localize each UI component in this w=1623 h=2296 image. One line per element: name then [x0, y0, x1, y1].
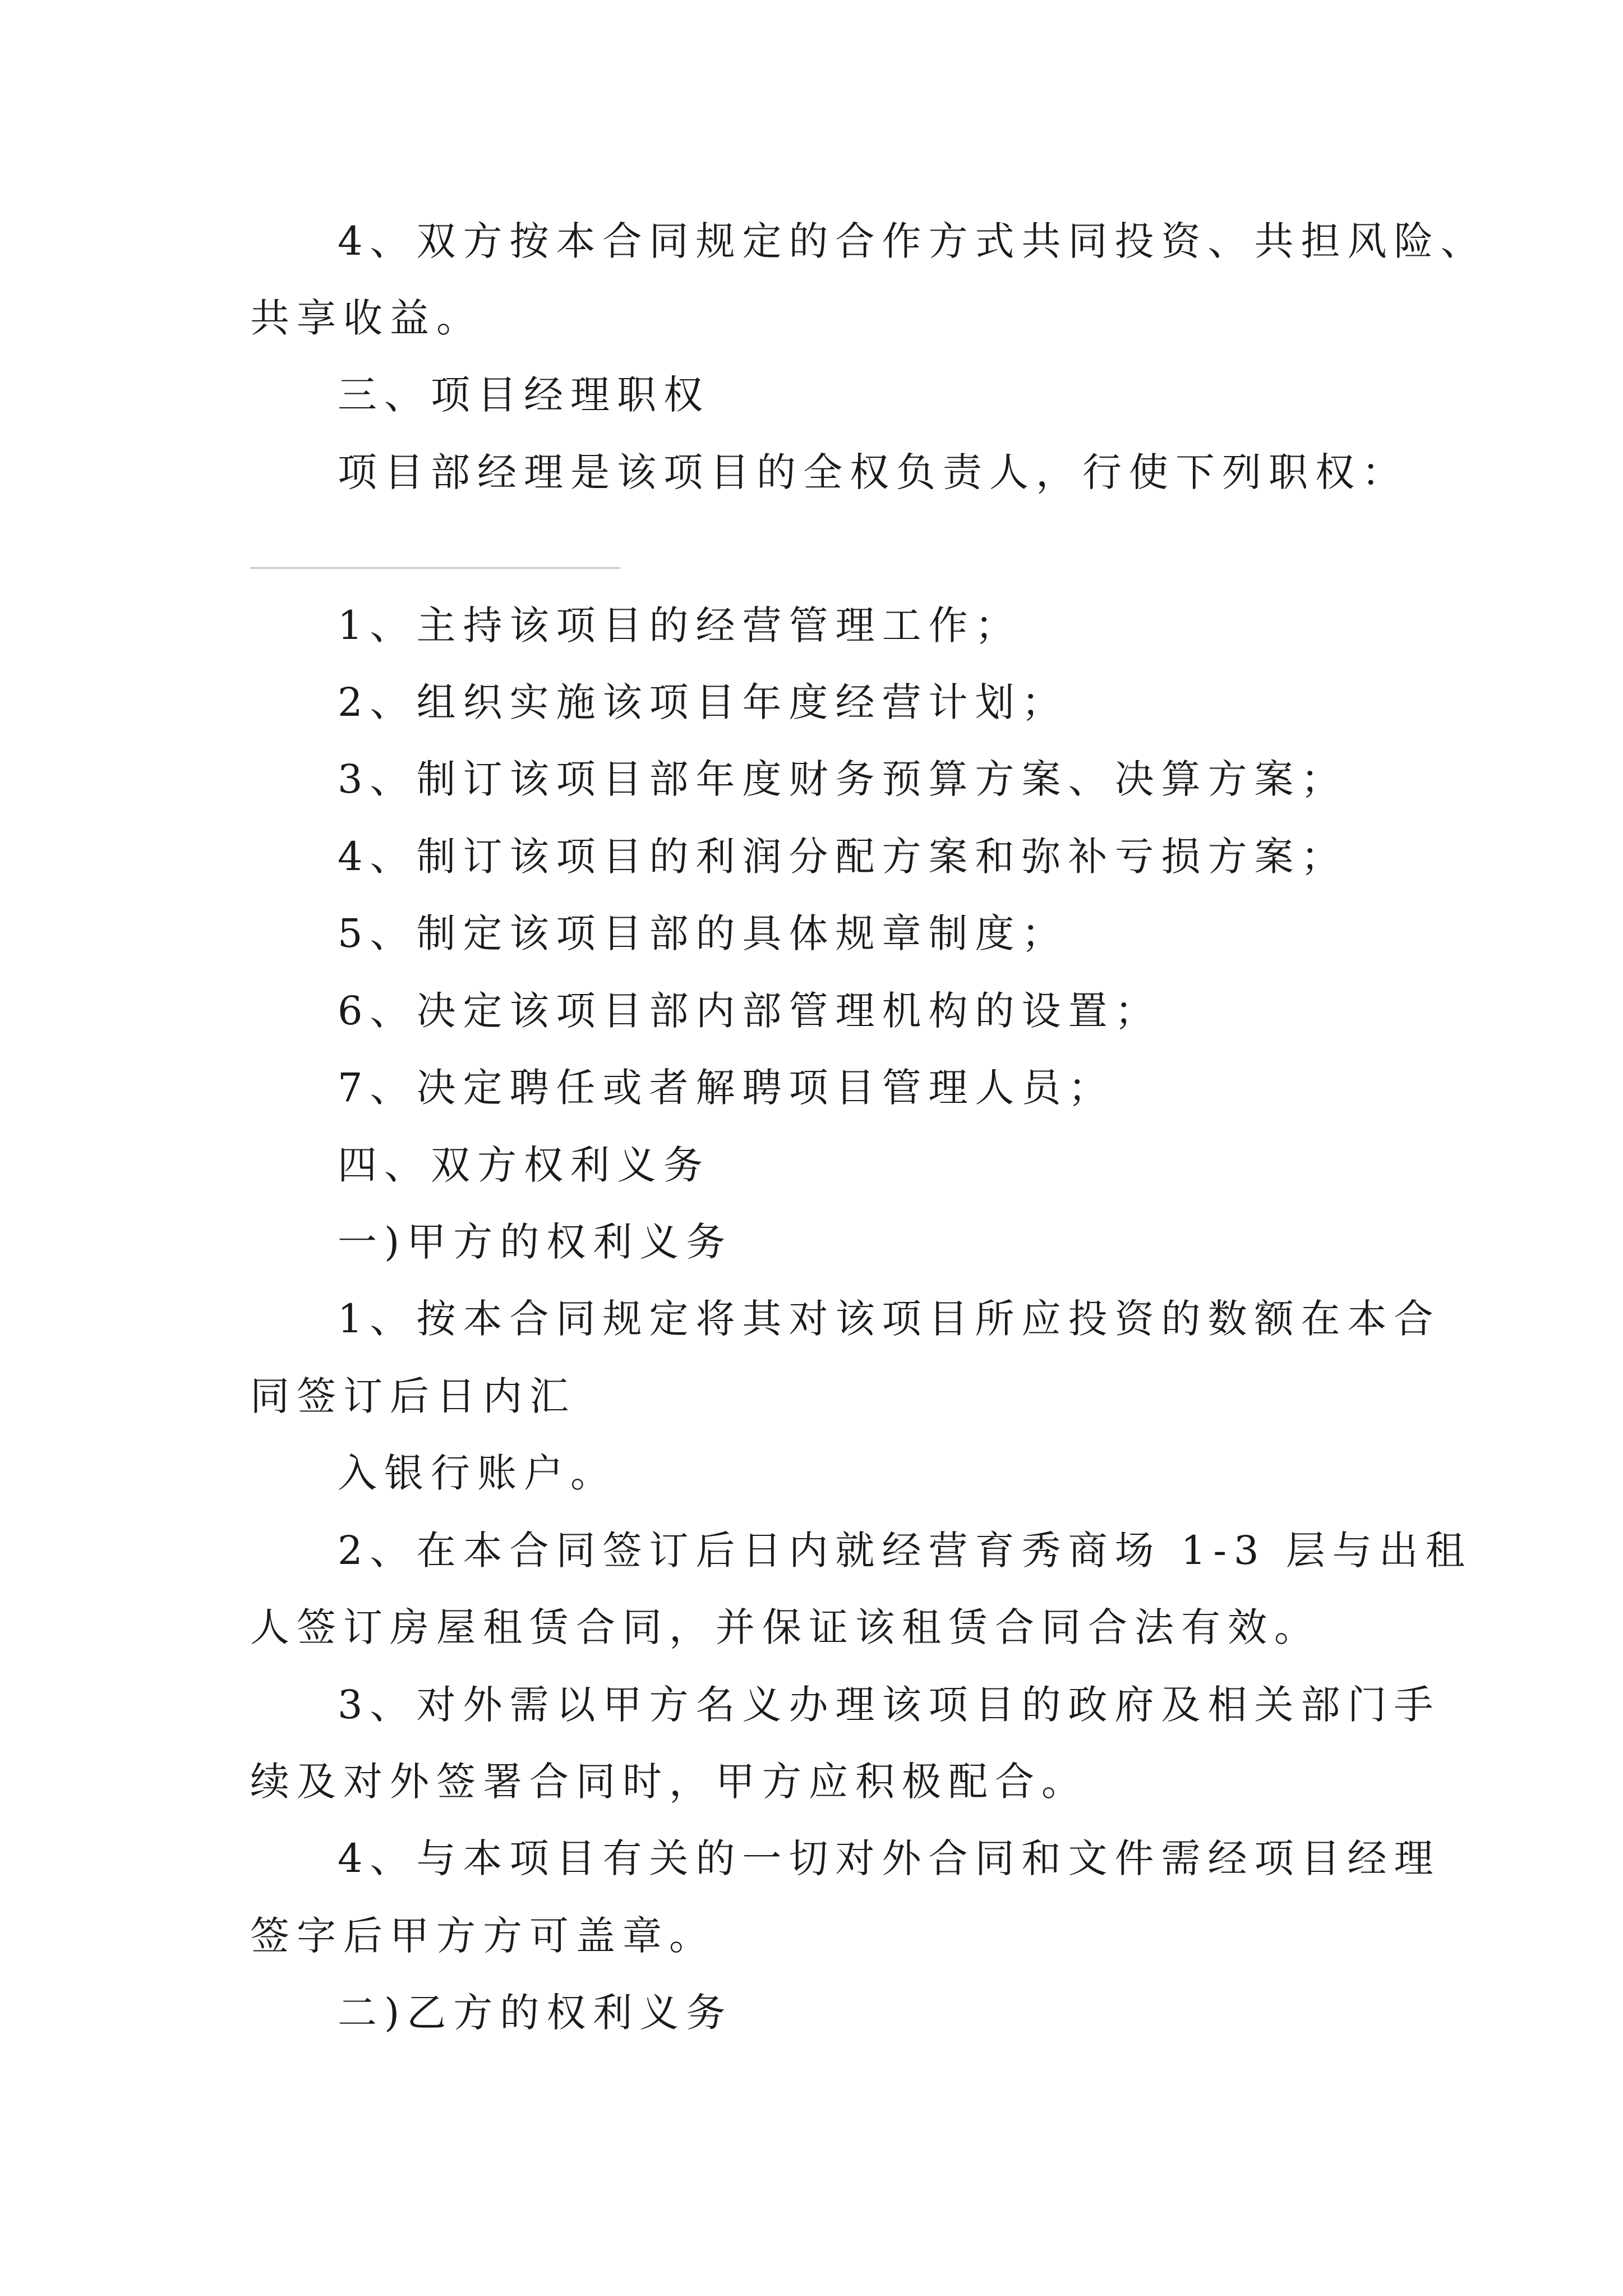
paragraph-line: 4、与本项目有关的一切对外合同和文件需经项目经理	[338, 1835, 1441, 1881]
paragraph-line: 项目部经理是该项目的全权负责人，行使下列职权：	[338, 449, 1408, 495]
paragraph-line: 1、按本合同规定将其对该项目所应投资的数额在本合	[338, 1296, 1441, 1342]
paragraph-line: 入银行账户。	[338, 1450, 617, 1496]
list-item: 4、制订该项目的利润分配方案和弥补亏损方案；	[338, 834, 1348, 880]
list-item: 2、组织实施该项目年度经营计划；	[338, 679, 1068, 725]
subsection-heading: 一)甲方的权利义务	[338, 1219, 733, 1265]
paragraph-line: 2、在本合同签订后日内就经营育秀商场 1-3 层与出租	[338, 1527, 1472, 1573]
horizontal-divider	[250, 567, 620, 569]
section-heading: 三、项目经理职权	[338, 372, 710, 418]
paragraph-line: 续及对外签署合同时，甲方应积极配合。	[250, 1759, 1088, 1805]
subsection-heading: 二)乙方的权利义务	[338, 1990, 733, 2036]
paragraph-line: 同签订后日内汇	[250, 1373, 576, 1419]
paragraph-line: 签字后甲方方可盖章。	[250, 1913, 716, 1959]
paragraph-line: 3、对外需以甲方名义办理该项目的政府及相关部门手	[338, 1682, 1441, 1728]
paragraph-line: 人签订房屋租赁合同，并保证该租赁合同合法有效。	[250, 1604, 1321, 1650]
list-item: 1、主持该项目的经营管理工作；	[338, 602, 1022, 648]
list-item: 7、决定聘任或者解聘项目管理人员；	[338, 1065, 1115, 1111]
list-item: 6、决定该项目部内部管理机构的设置；	[338, 988, 1161, 1034]
list-item: 5、制定该项目部的具体规章制度；	[338, 910, 1068, 956]
paragraph-line: 共享收益。	[250, 295, 483, 341]
section-heading: 四、双方权利义务	[338, 1142, 710, 1188]
paragraph-line: 4、双方按本合同规定的合作方式共同投资、共担风险、	[338, 218, 1487, 264]
list-item: 3、制订该项目部年度财务预算方案、决算方案；	[338, 756, 1348, 802]
